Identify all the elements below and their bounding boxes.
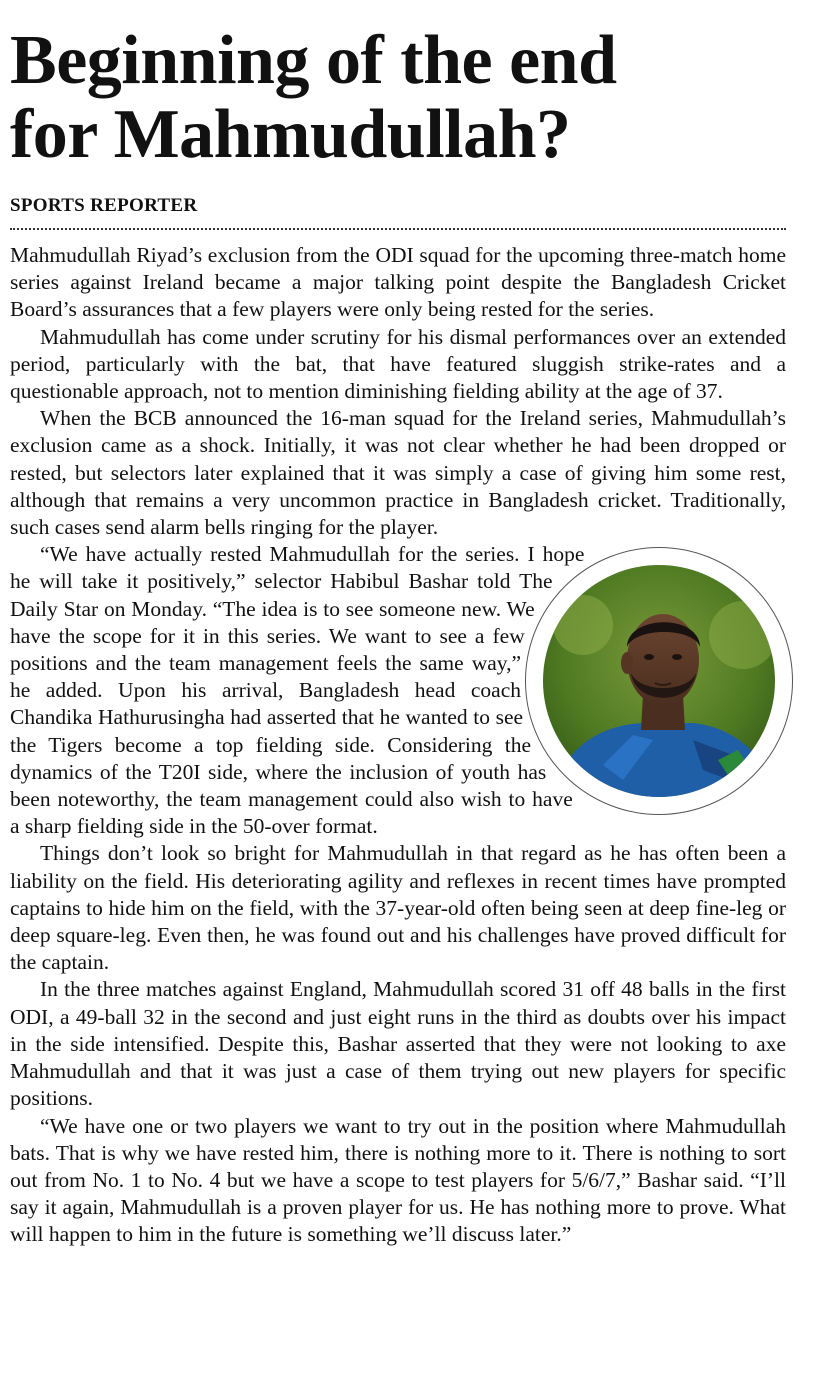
paragraph-6: In the three matches against England, Mahmudullah scored 31 off 48 balls in the first ODI, a 49-ball 32 in the second and just eight runs in the third as doubts over his impact in the side intensified. Despite this, Bashar asserted that they were not looking to axe Mahmudullah and that it was just a case of them trying out new players for specific positions. (10, 977, 786, 1111)
headline (10, 24, 830, 172)
paragraph-7: “We have one or two players we want to try out in the position where Mahmudullah bats. That is why we have rested him, there is nothing more to it. There is nothing to sort out from No. 1 to No. 4 but we have a scope to test players for 5/6/7,” Bashar said. “I’ll say it again, Mahmudullah is a proven player for us. He has nothing more to prove. What will happen to him in the future is something we’ll discuss later.” (10, 1113, 786, 1247)
player-photo (525, 547, 793, 815)
dotted-divider (10, 228, 786, 230)
paragraph-3: When the BCB announced the 16-man squad for the Ireland series, Mahmudullah’s exclusion came as a shock. Initially, it was not clear whether he had been dropped or rested, but selectors later explained that it was simply a case of giving him some rest, although that remains a very uncommon practice in Bangladesh cricket. Traditionally, such cases send alarm bells ringing for the player. (10, 406, 786, 540)
article-body (10, 242, 786, 1249)
headline-line-1: Beginning of the end (10, 22, 617, 99)
paragraph-5: Things don’t look so bright for Mahmudullah in that regard as he has often been a liability on the field. His deteriorating agility and reflexes in recent times have prompted captains to hide him on the field, with the 37-year-old often being seen at deep fine-leg or deep square-leg. Even then, he was found out and his challenges have proved difficult for the captain. (10, 841, 786, 975)
paragraph-2: Mahmudullah has come under scrutiny for his dismal performances over an extended period, particularly with the bat, that have featured sluggish strike-rates and a questionable approach, not to mention diminishing fielding ability at the age of 37. (10, 324, 786, 404)
paragraph-1: Mahmudullah Riyad’s exclusion from the ODI squad for the upcoming three-match home series against Ireland became a major talking point despite the Bangladesh Cricket Board’s assurances that a few players were only being rested for the series. (10, 243, 786, 322)
paragraph-4: “We have actually rested Mahmudullah for the series. I hope he will take it positively,” selector Habibul Bashar told The Daily Star on Monday. “The idea is to see someone new. We have the scope for it in this series. We want to see a few positions and the team management feels the same way,” he added. Upon his arrival, Bangladesh head coach Chandika Hathurusingha had asserted that he wanted to see the Tigers become a top fielding side. Considering the dynamics of the T20I side, where the inclusion of youth has been noteworthy, the team management could also wish to have a sharp fielding side in the 50-over format. (10, 542, 585, 839)
photo-wrapper (504, 541, 786, 831)
byline: SPORTS REPORTER (10, 195, 198, 216)
headline-line-2: for Mahmudullah? (10, 96, 571, 173)
player-portrait-image (543, 565, 775, 797)
